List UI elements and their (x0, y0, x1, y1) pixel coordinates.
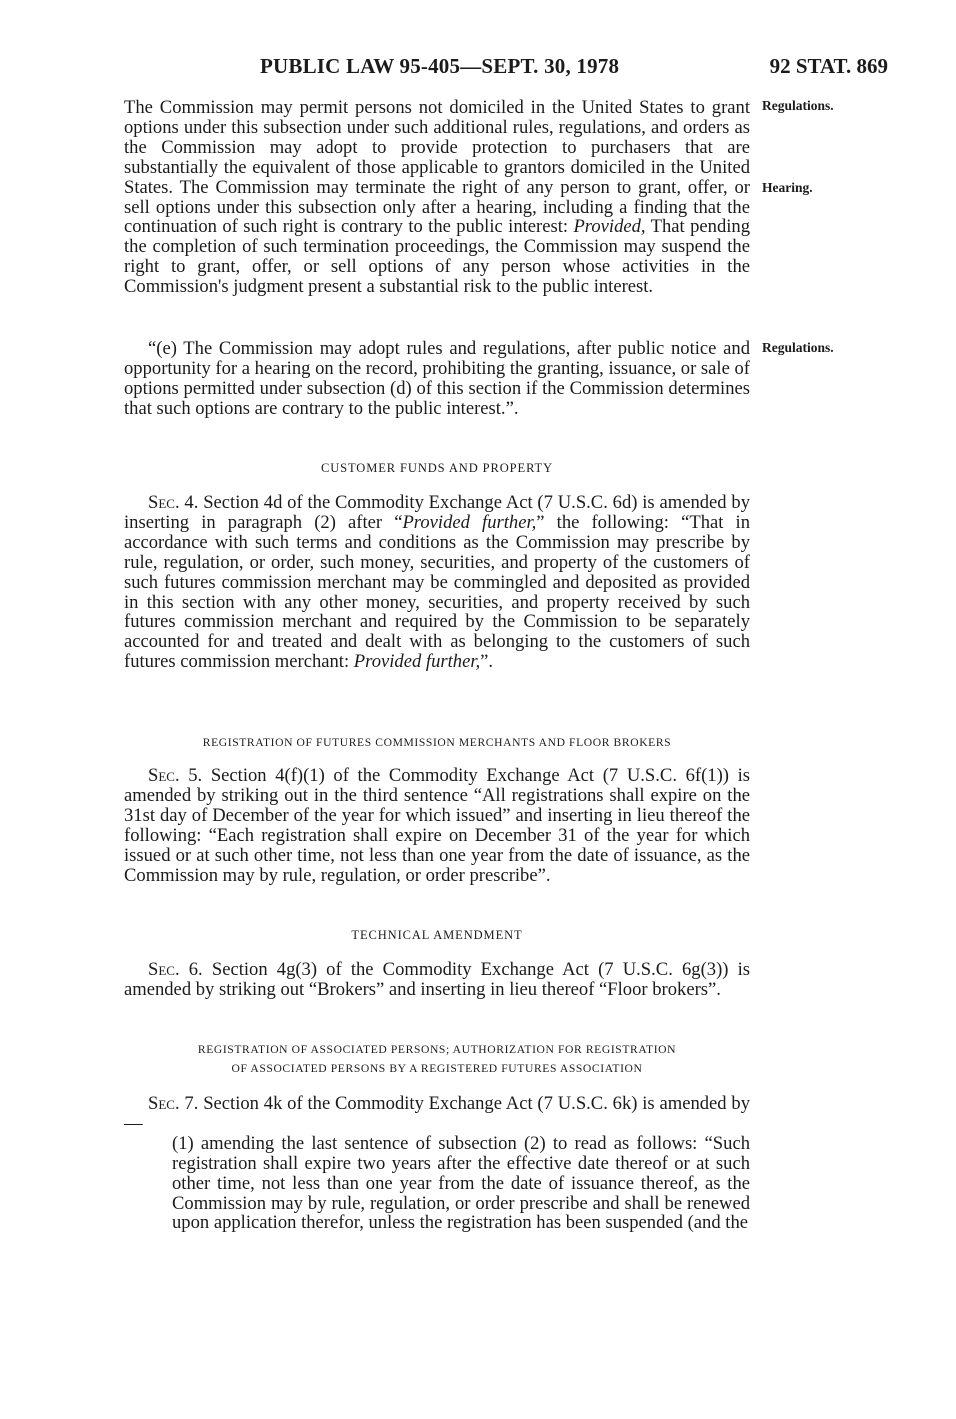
margin-note-regulations-2: Regulations. (762, 340, 834, 355)
section-6: Sec. 6. Section 4g(3) of the Commodity Exchange Act (7 U.S.C. 6g(3)) is amended by striking out “Brokers” and inserting in lieu thereof “Floor brokers”. (124, 959, 751, 1000)
heading-customer-funds: CUSTOMER FUNDS AND PROPERTY (320, 461, 554, 475)
margin-note-hearing: Hearing. (762, 180, 813, 195)
section-label: Sec. 6. (148, 959, 203, 980)
section-4: Sec. 4. Section 4d of the Commodity Exchange Act (7 U.S.C. 6d) is amended by inserting in paragraph (2) after “Provided further,” the following: “That in accordance with such terms and conditions as the Commission may prescribe by rule, regulation, or order, such money, securities, and property of the customers of such futures commission merchant may be commingled and deposited as provided in this section with any other money, securities, and property received by such futures commission merchant and required by the Commission to be separately accounted for and treated and dealt with as belonging to the customers of such futures commission merchant: Provided further,”. (124, 492, 751, 673)
section-5: Sec. 5. Section 4(f)(1) of the Commodity Exchange Act (7 U.S.C. 6f(1)) is amended by striking out in the third sentence “All registrations shall expire on the 31st day of December of the year for which issued” and inserting in lieu thereof the following: “Each registration shall expire on December 31 of the year for which issued or at such other time, not less than one year from the date of issuance, as the Commission may by rule, regulation, or order prescribe”. (124, 765, 750, 886)
heading-registration-fcm: REGISTRATION OF FUTURES COMMISSION MERCHANTS AND FLOOR BROKERS (202, 736, 672, 749)
statute-page-number: 92 STAT. 869 (769, 54, 888, 78)
italic-provided: Provided, (573, 216, 646, 238)
heading-associated-persons-2: OF ASSOCIATED PERSONS BY A REGISTERED FUTURES ASSOCIATION (231, 1062, 643, 1075)
paragraph-subsection-e: “(e) The Commission may adopt rules and regulations, after public notice and opportunity for a hearing on the record, prohibiting the granting, issuance, or sale of options permitted under subsection (d) of this section if the Commission determines that such options are contrary to the public interest.”. (124, 338, 750, 419)
section-label: Sec. 4. (148, 492, 199, 513)
page-header (124, 54, 888, 82)
section-label: Sec. 7. (148, 1093, 199, 1114)
heading-technical-amendment: TECHNICAL AMENDMENT (351, 928, 523, 942)
margin-note-regulations-1: Regulations. (762, 98, 834, 113)
header-title: PUBLIC LAW 95-405—SEPT. 30, 1978 (260, 54, 620, 78)
heading-associated-persons-1: REGISTRATION OF ASSOCIATED PERSONS; AUTHORIZATION FOR REGISTRATION (197, 1043, 677, 1056)
section-label: Sec. 5. (148, 765, 203, 786)
list-item-1: (1) amending the last sentence of subsection (2) to read as follows: “Such registration shall expire two years after the effective date thereof or at such other time, not less than one year from the date of issuance thereof, as the Commission may by rule, regulation, or order prescribe and shall be renewed upon application therefor, unless the registration has been suspended (and the (172, 1132, 750, 1234)
section-7: Sec. 7. Section 4k of the Commodity Exchange Act (7 U.S.C. 6k) is amended by— (1) amending the last sentence of subsection (2) to read as follows: “Such registration shall expire two years after the effective date thereof or at such other time, not less than one year from the date of issuance thereof, as the Commission may by rule, regulation, or order prescribe and shall be renewed upon application therefor, unless the registration has been suspended (and the (124, 1093, 751, 1234)
paragraph-options-foreign: The Commission may permit persons not domiciled in the United States to grant options under this subsection under such additional rules, regulations, and orders as the Commission may adopt to provide protection to purchasers that are substantially the equivalent of those applicable to grantors domiciled in the United States. The Commission may terminate the right of any person to grant, offer, or sell options under this subsection only after a hearing, including a finding that the continuation of such right is contrary to the public interest: Provided, That pending the completion of such termination proceedings, the Commission may suspend the right to grant, offer, or sell options of any person whose activities in the Commission's judgment present a substantial risk to the public interest. (124, 97, 750, 298)
